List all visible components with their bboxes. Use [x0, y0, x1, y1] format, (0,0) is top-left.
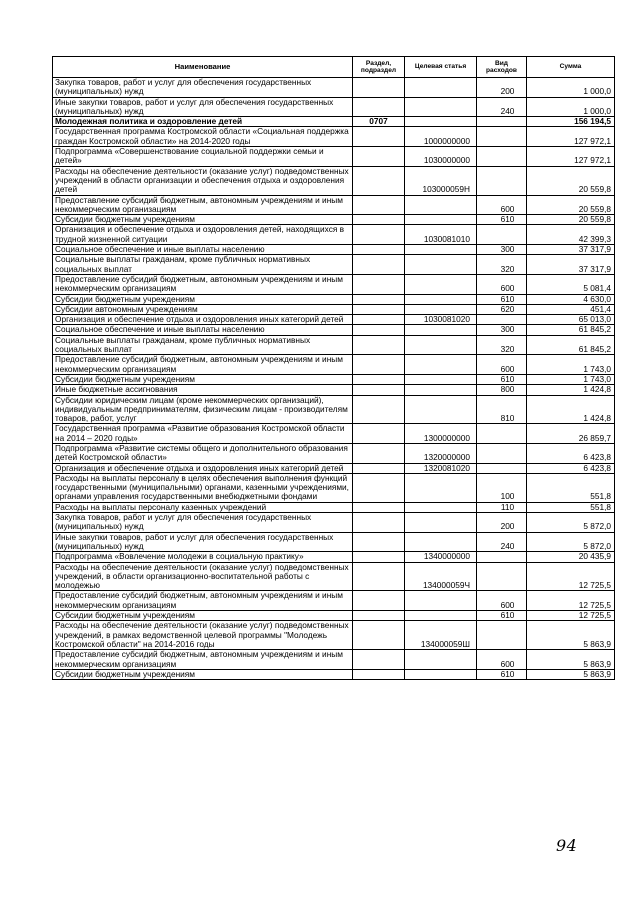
cell-section [353, 669, 405, 679]
cell-target: 103000059Н [405, 166, 477, 195]
table-body [53, 78, 615, 680]
page-number: 94 [556, 836, 578, 855]
cell-kind [477, 443, 527, 463]
cell-target [405, 473, 477, 502]
cell-section [353, 78, 405, 98]
table-row [53, 274, 615, 294]
table-row [53, 424, 615, 444]
cell-section [353, 374, 405, 384]
cell-section [353, 443, 405, 463]
table-row [53, 117, 615, 127]
table-row [53, 195, 615, 215]
cell-kind: 610 [477, 669, 527, 679]
cell-section [353, 355, 405, 375]
cell-section [353, 315, 405, 325]
cell-section [353, 147, 405, 167]
table-row [53, 97, 615, 117]
cell-kind [477, 166, 527, 195]
cell-target [405, 304, 477, 314]
cell-name: Социальное обеспечение и иные выплаты населению [53, 325, 353, 335]
cell-target [405, 274, 477, 294]
cell-kind: 100 [477, 473, 527, 502]
cell-name: Расходы на обеспечение деятельности (оказание услуг) подведомственных учреждений в области организации и обеспечения отдыха и оздоровления детей [53, 166, 353, 195]
cell-name: Государственная программа «Развитие образования Костромской области на 2014 – 2020 годы» [53, 424, 353, 444]
cell-sum: 1 000,0 [527, 97, 615, 117]
table-row [53, 127, 615, 147]
cell-kind: 600 [477, 355, 527, 375]
cell-kind: 110 [477, 502, 527, 512]
cell-section [353, 166, 405, 195]
cell-section [353, 473, 405, 502]
cell-section [353, 335, 405, 355]
cell-target [405, 650, 477, 670]
cell-section [353, 97, 405, 117]
cell-sum: 37 317,9 [527, 255, 615, 275]
cell-kind: 300 [477, 325, 527, 335]
cell-section [353, 591, 405, 611]
cell-kind: 320 [477, 255, 527, 275]
cell-name: Субсидии юридическим лицам (кроме некоммерческих организаций), индивидуальным предпринимателям, физическим лицам - производителям товаров, работ, услуг [53, 395, 353, 424]
cell-target: 1320000000 [405, 443, 477, 463]
cell-sum: 65 013,0 [527, 315, 615, 325]
cell-sum: 20 559,8 [527, 215, 615, 225]
cell-name: Государственная программа Костромской области «Социальная поддержка граждан Костромской области» на 2014-2020 годы [53, 127, 353, 147]
cell-target [405, 395, 477, 424]
cell-name: Предоставление субсидий бюджетным, автономным учреждениям и иным некоммерческим организациям [53, 355, 353, 375]
cell-name: Предоставление субсидий бюджетным, автономным учреждениям и иным некоммерческим организациям [53, 195, 353, 215]
cell-name: Социальное обеспечение и иные выплаты населению [53, 245, 353, 255]
cell-kind [477, 315, 527, 325]
cell-name: Предоставление субсидий бюджетным, автономным учреждениям и иным некоммерческим организациям [53, 274, 353, 294]
cell-target: 1030000000 [405, 147, 477, 167]
cell-kind: 620 [477, 304, 527, 314]
cell-name: Субсидии бюджетным учреждениям [53, 215, 353, 225]
cell-section: 0707 [353, 117, 405, 127]
table-row [53, 325, 615, 335]
header-sum: Сумма [527, 57, 615, 78]
cell-target [405, 385, 477, 395]
table-row [53, 335, 615, 355]
cell-kind [477, 424, 527, 444]
cell-sum: 1 743,0 [527, 355, 615, 375]
table-row [53, 621, 615, 650]
cell-name: Подпрограмма «Вовлечение молодежи в социальную практику» [53, 552, 353, 562]
cell-name: Иные закупки товаров, работ и услуг для обеспечения государственных (муниципальных) нужд [53, 97, 353, 117]
cell-name: Организация и обеспечение отдыха и оздоровления иных категорий детей [53, 315, 353, 325]
table-header-row [53, 57, 615, 78]
cell-target [405, 78, 477, 98]
cell-sum: 26 859,7 [527, 424, 615, 444]
table-row [53, 611, 615, 621]
cell-sum: 1 424,8 [527, 395, 615, 424]
cell-section [353, 552, 405, 562]
table-row [53, 443, 615, 463]
table-row [53, 225, 615, 245]
table-row [53, 395, 615, 424]
cell-sum: 6 423,8 [527, 443, 615, 463]
cell-section [353, 325, 405, 335]
table-row [53, 591, 615, 611]
table-row [53, 147, 615, 167]
cell-sum: 127 972,1 [527, 147, 615, 167]
cell-sum: 551,8 [527, 473, 615, 502]
cell-name: Организация и обеспечение отдыха и оздоровления иных категорий детей [53, 463, 353, 473]
cell-sum: 156 194,5 [527, 117, 615, 127]
cell-section [353, 532, 405, 552]
cell-sum: 1 000,0 [527, 78, 615, 98]
cell-kind: 610 [477, 215, 527, 225]
table-row [53, 245, 615, 255]
cell-target [405, 374, 477, 384]
cell-name: Расходы на выплаты персоналу казенных учреждений [53, 502, 353, 512]
cell-target: 1320081020 [405, 463, 477, 473]
cell-section [353, 304, 405, 314]
cell-name: Подпрограмма «Совершенствование социальной поддержки семьи и детей» [53, 147, 353, 167]
cell-kind: 200 [477, 513, 527, 533]
cell-sum: 12 725,5 [527, 562, 615, 591]
cell-target [405, 325, 477, 335]
cell-target [405, 513, 477, 533]
cell-sum: 37 317,9 [527, 245, 615, 255]
table-row [53, 255, 615, 275]
table-row [53, 513, 615, 533]
cell-target: 134000059Ч [405, 562, 477, 591]
cell-kind [477, 225, 527, 245]
cell-target [405, 335, 477, 355]
table-row [53, 294, 615, 304]
cell-target [405, 611, 477, 621]
cell-name: Молодежная политика и оздоровление детей [53, 117, 353, 127]
cell-kind [477, 621, 527, 650]
cell-kind: 300 [477, 245, 527, 255]
cell-name: Социальные выплаты гражданам, кроме публичных нормативных социальных выплат [53, 255, 353, 275]
cell-kind: 800 [477, 385, 527, 395]
table-row [53, 473, 615, 502]
cell-sum: 5 872,0 [527, 532, 615, 552]
cell-sum: 12 725,5 [527, 591, 615, 611]
cell-name: Расходы на обеспечение деятельности (оказание услуг) подведомственных учреждений, в рамках ведомственной целевой программы "Молодежь Костромской области" на 2014-2016 годы [53, 621, 353, 650]
cell-target: 1300000000 [405, 424, 477, 444]
cell-section [353, 513, 405, 533]
cell-section [353, 650, 405, 670]
cell-target [405, 255, 477, 275]
cell-name: Расходы на обеспечение деятельности (оказание услуг) подведомственных учреждений, в области организационно-воспитательной работы с молодежью [53, 562, 353, 591]
cell-target [405, 195, 477, 215]
cell-kind: 240 [477, 532, 527, 552]
cell-name: Расходы на выплаты персоналу в целях обеспечения выполнения функций государственными (муниципальными) органами, казенными учреждениями, органами управления государственными внебюджетными фондами [53, 473, 353, 502]
cell-kind: 600 [477, 274, 527, 294]
cell-target [405, 669, 477, 679]
cell-name: Иные закупки товаров, работ и услуг для обеспечения государственных (муниципальных) нужд [53, 532, 353, 552]
table-row [53, 215, 615, 225]
cell-target [405, 245, 477, 255]
cell-section [353, 255, 405, 275]
table-row [53, 78, 615, 98]
cell-section [353, 424, 405, 444]
cell-section [353, 274, 405, 294]
cell-sum: 20 559,8 [527, 166, 615, 195]
cell-kind: 810 [477, 395, 527, 424]
table-row [53, 385, 615, 395]
cell-section [353, 225, 405, 245]
cell-sum: 20 559,8 [527, 195, 615, 215]
cell-target [405, 117, 477, 127]
cell-target [405, 532, 477, 552]
table-row [53, 650, 615, 670]
header-section: Раздел, подраздел [353, 57, 405, 78]
cell-section [353, 195, 405, 215]
cell-sum: 5 863,9 [527, 669, 615, 679]
cell-target: 134000059Ш [405, 621, 477, 650]
cell-target: 1030081010 [405, 225, 477, 245]
cell-kind: 240 [477, 97, 527, 117]
table-row [53, 562, 615, 591]
cell-kind [477, 127, 527, 147]
cell-name: Организация и обеспечение отдыха и оздоровления детей, находящихся в трудной жизненной ситуации [53, 225, 353, 245]
cell-sum: 4 630,0 [527, 294, 615, 304]
cell-name: Подпрограмма «Развитие системы общего и дополнительного образования детей Костромской области» [53, 443, 353, 463]
cell-name: Субсидии бюджетным учреждениям [53, 611, 353, 621]
cell-section [353, 215, 405, 225]
cell-section [353, 621, 405, 650]
cell-sum: 12 725,5 [527, 611, 615, 621]
cell-name: Иные бюджетные ассигнования [53, 385, 353, 395]
cell-kind [477, 552, 527, 562]
cell-name: Субсидии автономным учреждениям [53, 304, 353, 314]
cell-sum: 61 845,2 [527, 325, 615, 335]
table-row [53, 669, 615, 679]
table-row [53, 315, 615, 325]
table-row [53, 304, 615, 314]
cell-sum: 42 399,3 [527, 225, 615, 245]
cell-sum: 5 872,0 [527, 513, 615, 533]
cell-target [405, 97, 477, 117]
cell-target: 1340000000 [405, 552, 477, 562]
cell-sum: 5 863,9 [527, 621, 615, 650]
cell-kind: 600 [477, 591, 527, 611]
cell-name: Социальные выплаты гражданам, кроме публичных нормативных социальных выплат [53, 335, 353, 355]
cell-target [405, 355, 477, 375]
table-row [53, 166, 615, 195]
cell-target [405, 294, 477, 304]
cell-target [405, 502, 477, 512]
cell-name: Предоставление субсидий бюджетным, автономным учреждениям и иным некоммерческим организациям [53, 591, 353, 611]
header-target: Целевая статья [405, 57, 477, 78]
cell-section [353, 385, 405, 395]
cell-kind: 600 [477, 195, 527, 215]
cell-sum: 61 845,2 [527, 335, 615, 355]
header-kind: Вид расходов [477, 57, 527, 78]
cell-section [353, 294, 405, 304]
cell-sum: 20 435,9 [527, 552, 615, 562]
cell-kind: 320 [477, 335, 527, 355]
cell-kind: 610 [477, 294, 527, 304]
cell-section [353, 502, 405, 512]
cell-section [353, 127, 405, 147]
table-row [53, 374, 615, 384]
cell-section [353, 611, 405, 621]
cell-section [353, 395, 405, 424]
cell-name: Субсидии бюджетным учреждениям [53, 294, 353, 304]
cell-sum: 127 972,1 [527, 127, 615, 147]
cell-target [405, 215, 477, 225]
header-name: Наименование [53, 57, 353, 78]
cell-name: Субсидии бюджетным учреждениям [53, 374, 353, 384]
budget-table-container [52, 56, 614, 680]
cell-kind: 200 [477, 78, 527, 98]
table-row [53, 463, 615, 473]
cell-kind: 610 [477, 374, 527, 384]
table-row [53, 355, 615, 375]
table-row [53, 552, 615, 562]
cell-sum: 6 423,8 [527, 463, 615, 473]
cell-target: 1000000000 [405, 127, 477, 147]
cell-section [353, 463, 405, 473]
cell-section [353, 562, 405, 591]
cell-kind [477, 562, 527, 591]
cell-name: Субсидии бюджетным учреждениям [53, 669, 353, 679]
cell-kind: 610 [477, 611, 527, 621]
cell-target: 1030081020 [405, 315, 477, 325]
cell-name: Закупка товаров, работ и услуг для обеспечения государственных (муниципальных) нужд [53, 78, 353, 98]
table-row [53, 502, 615, 512]
cell-sum: 451,4 [527, 304, 615, 314]
cell-kind: 600 [477, 650, 527, 670]
cell-sum: 1 424,8 [527, 385, 615, 395]
cell-target [405, 591, 477, 611]
cell-kind [477, 463, 527, 473]
table-row [53, 532, 615, 552]
cell-name: Закупка товаров, работ и услуг для обеспечения государственных (муниципальных) нужд [53, 513, 353, 533]
cell-sum: 1 743,0 [527, 374, 615, 384]
cell-sum: 5 081,4 [527, 274, 615, 294]
budget-table [52, 56, 615, 680]
cell-name: Предоставление субсидий бюджетным, автономным учреждениям и иным некоммерческим организациям [53, 650, 353, 670]
cell-sum: 5 863,9 [527, 650, 615, 670]
cell-section [353, 245, 405, 255]
cell-kind [477, 147, 527, 167]
cell-kind [477, 117, 527, 127]
cell-sum: 551,8 [527, 502, 615, 512]
